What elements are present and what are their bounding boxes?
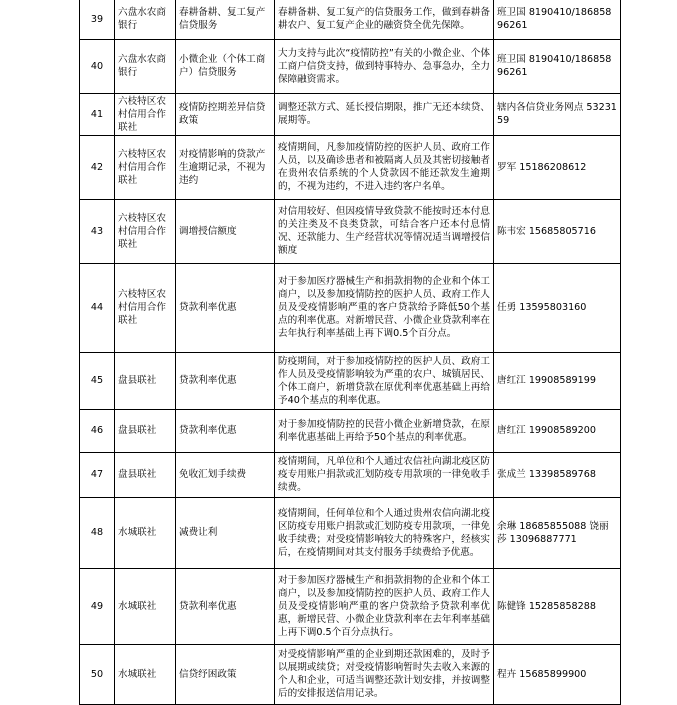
row-contact: 张成兰 13398589768 xyxy=(494,452,621,497)
row-product: 疫情防控期差异信贷政策 xyxy=(176,93,275,135)
row-product: 贷款利率优惠 xyxy=(176,409,275,452)
row-contact: 班卫国 8190410/18685896261 xyxy=(494,39,621,93)
row-institution: 六枝特区农村信用合作联社 xyxy=(115,199,176,263)
row-contact: 任勇 13595803160 xyxy=(494,263,621,352)
row-contact: 唐红江 19908589200 xyxy=(494,409,621,452)
row-contact: 陈韦宏 15685805716 xyxy=(494,199,621,263)
row-description: 对于参加医疗器械生产和捐款捐物的企业和个体工商户，以及参加疫情防控的医护人员、政府工作人员及受疫情影响严重的客户贷款给予降低50个基点的利率优惠。对新增民营、小微企业贷款利率在去年执行利率基础上再下调0.5个百分点。 xyxy=(275,263,494,352)
row-product: 春耕备耕、复工复产信贷服务 xyxy=(176,0,275,39)
table-row xyxy=(80,497,621,568)
table-row xyxy=(80,409,621,452)
row-product: 贷款利率优惠 xyxy=(176,352,275,409)
row-description: 疫情期间，凡参加疫情防控的医护人员、政府工作人员，以及确诊患者和被隔离人员及其密切接触者在贵州农信系统的个人贷款因不能还款发生逾期的，不视为违约，不进入违约客户名单。 xyxy=(275,135,494,199)
row-description: 调整还款方式、延长授信期限，推广无还本续贷、展期等。 xyxy=(275,93,494,135)
table-row xyxy=(80,452,621,497)
measures-table xyxy=(79,0,621,705)
row-number: 41 xyxy=(80,93,115,135)
row-institution: 盘县联社 xyxy=(115,452,176,497)
row-number: 48 xyxy=(80,497,115,568)
row-institution: 盘县联社 xyxy=(115,409,176,452)
table-row xyxy=(80,263,621,352)
row-contact: 班卫国 8190410/18685896261 xyxy=(494,0,621,39)
row-institution: 水城联社 xyxy=(115,497,176,568)
row-number: 46 xyxy=(80,409,115,452)
table-row xyxy=(80,39,621,93)
row-institution: 六盘水农商银行 xyxy=(115,39,176,93)
row-description: 春耕备耕、复工复产的信贷服务工作，做到春耕备耕农户、复工复产企业的融资贷全优先保障。 xyxy=(275,0,494,39)
row-contact: 辖内各信贷业务网点 5323159 xyxy=(494,93,621,135)
row-description: 对受疫情影响严重的企业到期还款困难的，及时予以展期或续贷；对受疫情影响暂时失去收入来源的个人和企业，可适当调整还款计划安排，并按调整后的安排报送信用记录。 xyxy=(275,644,494,704)
row-description: 防疫期间，对于参加疫情防控的医护人员、政府工作人员及受疫情影响较为严重的农户、城镇居民、个体工商户，新增贷款在原优利率优惠基础上再给予40个基点的利率优惠。 xyxy=(275,352,494,409)
row-institution: 六枝特区农村信用合作联社 xyxy=(115,93,176,135)
row-contact: 程卉 15685899900 xyxy=(494,644,621,704)
table-row xyxy=(80,352,621,409)
row-product: 贷款利率优惠 xyxy=(176,263,275,352)
row-product: 信贷纾困政策 xyxy=(176,644,275,704)
row-institution: 六盘水农商银行 xyxy=(115,0,176,39)
row-product: 小微企业（个体工商户）信贷服务 xyxy=(176,39,275,93)
row-number: 42 xyxy=(80,135,115,199)
table-row xyxy=(80,93,621,135)
row-number: 47 xyxy=(80,452,115,497)
row-number: 49 xyxy=(80,568,115,644)
row-description: 大力支持与此次“疫情防控”有关的小微企业、个体工商户信贷支持，做到特事特办、急事急办，全力保障融资需求。 xyxy=(275,39,494,93)
row-product: 贷款利率优惠 xyxy=(176,568,275,644)
row-contact: 陈健锋 15285858288 xyxy=(494,568,621,644)
row-contact: 罗军 15186208612 xyxy=(494,135,621,199)
row-number: 45 xyxy=(80,352,115,409)
row-institution: 盘县联社 xyxy=(115,352,176,409)
row-institution: 六枝特区农村信用合作联社 xyxy=(115,135,176,199)
row-description: 疫情期间，任何单位和个人通过贵州农信向湖北疫区防疫专用账户捐款或汇划防疫专用款项，一律免收手续费；对受疫情影响较大的特殊客户，经核实后，在疫情期间对其支付服务手续费给予优惠。 xyxy=(275,497,494,568)
row-description: 对于参加医疗器械生产和捐款捐物的企业和个体工商户，以及参加疫情防控的医护人员、政府工作人员及受疫情影响严重的客户贷款给予贷款利率优惠，新增民营、小微企业贷款利率在去年利率基础上再下调0.5个百分点执行。 xyxy=(275,568,494,644)
row-contact: 余琳 18685855088 饶丽莎 13096887771 xyxy=(494,497,621,568)
table-row xyxy=(80,644,621,704)
row-number: 40 xyxy=(80,39,115,93)
row-description: 对信用较好、但因疫情导致贷款不能按时还本付息的关注类及不良类贷款，可结合客户还本付息情况、还款能力、生产经营状况等情况适当调增授信额度 xyxy=(275,199,494,263)
table-row xyxy=(80,199,621,263)
row-institution: 水城联社 xyxy=(115,568,176,644)
table-row xyxy=(80,0,621,39)
row-number: 39 xyxy=(80,0,115,39)
row-product: 减费让利 xyxy=(176,497,275,568)
row-description: 对于参加疫情防控的民营小微企业新增贷款，在原利率优惠基础上再给予50个基点的利率优惠。 xyxy=(275,409,494,452)
row-number: 44 xyxy=(80,263,115,352)
measures-table-page xyxy=(79,0,619,705)
row-number: 50 xyxy=(80,644,115,704)
row-description: 疫情期间，凡单位和个人通过农信社向湖北疫区防疫专用账户捐款或汇划防疫专用款项的一律免收手续费。 xyxy=(275,452,494,497)
row-product: 免收汇划手续费 xyxy=(176,452,275,497)
row-institution: 水城联社 xyxy=(115,644,176,704)
row-product: 调增授信额度 xyxy=(176,199,275,263)
table-row xyxy=(80,135,621,199)
table-row xyxy=(80,568,621,644)
row-number: 43 xyxy=(80,199,115,263)
row-institution: 六枝特区农村信用合作联社 xyxy=(115,263,176,352)
row-contact: 唐红江 19908589199 xyxy=(494,352,621,409)
row-product: 对疫情影响的贷款产生逾期记录，不视为违约 xyxy=(176,135,275,199)
